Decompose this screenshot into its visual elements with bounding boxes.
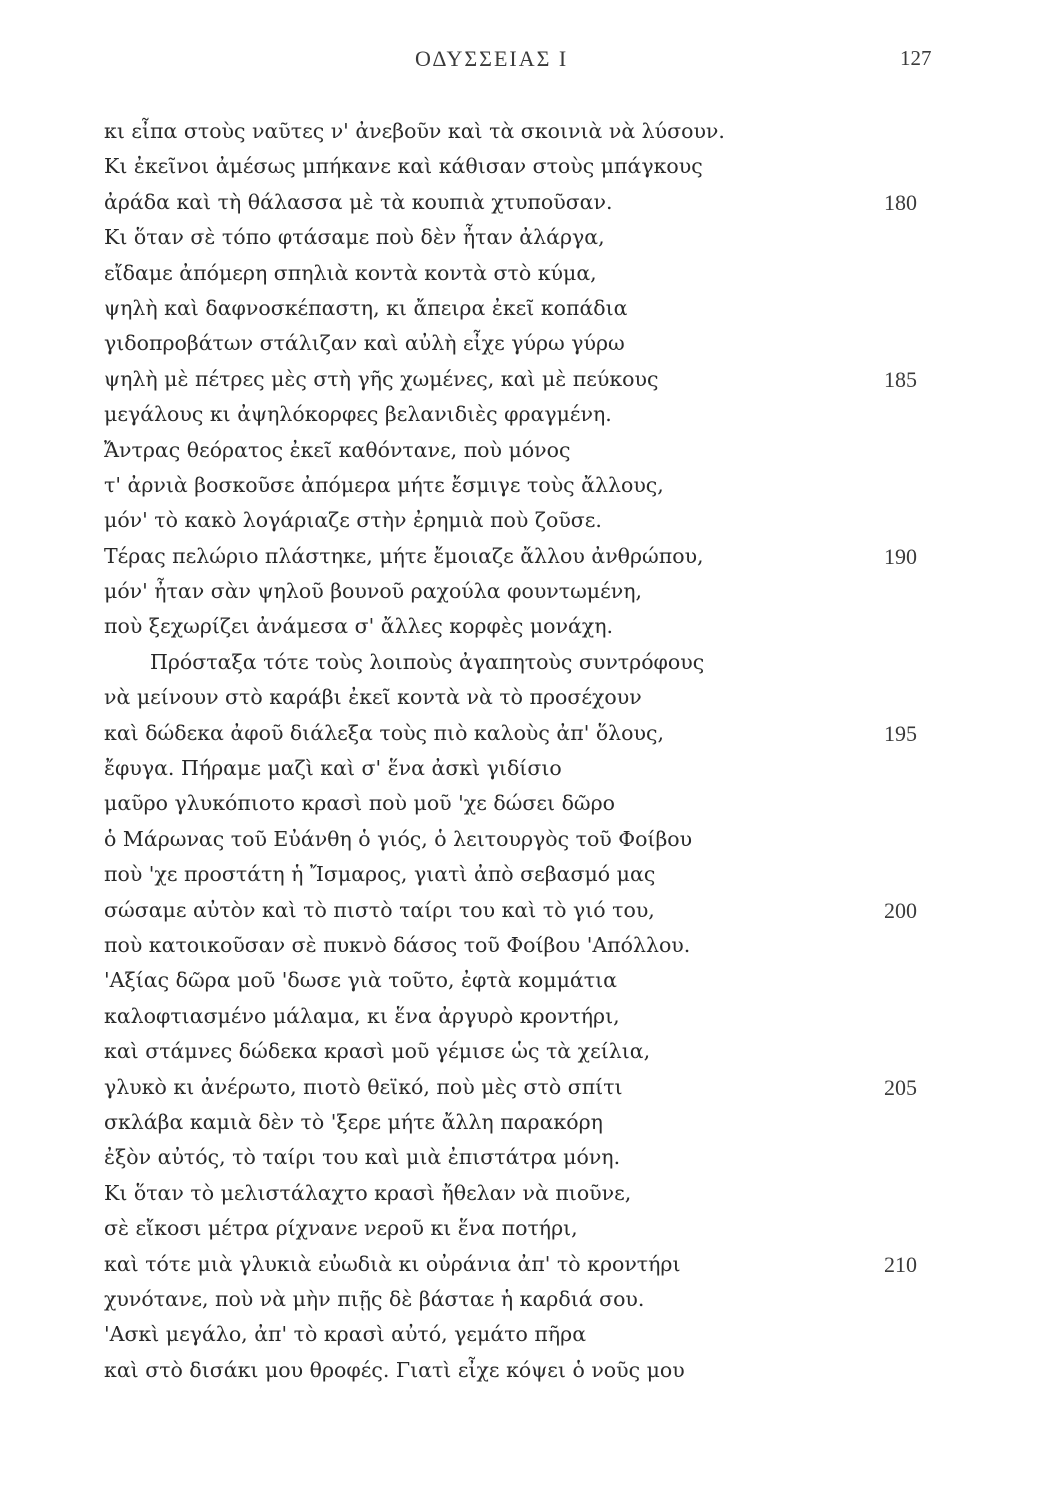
verse-text: καὶ τότε μιὰ γλυκιὰ εὐωδιὰ κι οὐράνια ἀπ' τὸ κροντήρι [104, 1251, 681, 1276]
line-number: 185 [884, 366, 917, 392]
verse-text: 'Ασκὶ μεγάλο, ἀπ' τὸ κρασὶ αὐτό, γεμάτο πῆρα [104, 1322, 587, 1347]
verse-line [0, 1176, 1058, 1211]
line-number: 205 [884, 1074, 917, 1100]
verse-line [0, 1211, 1058, 1246]
line-number: 200 [884, 897, 917, 923]
verse-line [0, 397, 1058, 432]
verse-text: καὶ στὸ δισάκι μου θροφές. Γιατὶ εἶχε κόψει ὁ νοῦς μου [104, 1357, 685, 1382]
verse-line [0, 1105, 1058, 1140]
verse-text: νὰ μείνουν στὸ καράβι ἐκεῖ κοντὰ νὰ τὸ προσέχουν [104, 685, 642, 710]
verse-line [0, 185, 1058, 220]
verse-text: Κι ὅταν τὸ μελιστάλαχτο κρασὶ ἤθελαν νὰ πιοῦνε, [104, 1180, 632, 1205]
verse-line [0, 114, 1058, 149]
verse-line [0, 857, 1058, 892]
line-number: 190 [884, 543, 917, 569]
verse-line [0, 1070, 1058, 1105]
page-number: 127 [900, 46, 932, 70]
line-number: 180 [884, 189, 917, 215]
verse-line [0, 609, 1058, 644]
verse-text: Κι ἐκεῖνοι ἀμέσως μπήκανε καὶ κάθισαν στοὺς μπάγκους [104, 154, 703, 179]
verse-block [0, 114, 1058, 1388]
verse-line [0, 362, 1058, 397]
verse-text: σκλάβα καμιὰ δὲν τὸ 'ξερε μήτε ἄλλη παρακόρη [104, 1109, 603, 1134]
verse-line [0, 1034, 1058, 1069]
verse-text: ψηλὴ μὲ πέτρες μὲς στὴ γῆς χωμένες, καὶ μὲ πεύκους [104, 366, 659, 391]
verse-text: ποὺ 'χε προστάτη ἡ Ἴσμαρος, γιατὶ ἀπὸ σεβασμό μας [104, 862, 656, 887]
verse-line [0, 751, 1058, 786]
verse-line [0, 716, 1058, 751]
verse-text: ψηλὴ καὶ δαφνοσκέπαστη, κι ἄπειρα ἐκεῖ κοπάδια [104, 295, 628, 320]
verse-text: ποὺ κατοικοῦσαν σὲ πυκνὸ δάσος τοῦ Φοίβου 'Απόλλου. [104, 932, 691, 957]
verse-text: καὶ στάμνες δώδεκα κρασὶ μοῦ γέμισε ὡς τὰ χείλια, [104, 1039, 651, 1064]
running-head [0, 46, 1058, 76]
verse-text: καλοφτιασμένο μάλαμα, κι ἕνα ἀργυρὸ κροντήρι, [104, 1003, 620, 1028]
verse-line [0, 1353, 1058, 1388]
verse-line [0, 786, 1058, 821]
verse-text: καὶ δώδεκα ἀφοῦ διάλεξα τοὺς πιὸ καλοὺς ἀπ' ὅλους, [104, 720, 664, 745]
verse-text: μαῦρο γλυκόπιοτο κρασὶ ποὺ μοῦ 'χε δώσει δῶρο [104, 791, 616, 816]
verse-text: Ἄντρας θεόρατος ἐκεῖ καθόντανε, ποὺ μόνος [104, 437, 571, 462]
verse-line [0, 645, 1058, 680]
verse-text: Κι ὅταν σὲ τόπο φτάσαμε ποὺ δὲν ἦταν ἀλάργα, [104, 225, 605, 250]
verse-line [0, 999, 1058, 1034]
line-number: 210 [884, 1251, 917, 1277]
verse-text: τ' ἀρνιὰ βοσκοῦσε ἀπόμερα μήτε ἔσμιγε τοὺς ἄλλους, [104, 472, 664, 497]
verse-text: εἴδαμε ἀπόμερη σπηλιὰ κοντὰ κοντὰ στὸ κύμα, [104, 260, 597, 285]
verse-line [0, 1282, 1058, 1317]
verse-line [0, 433, 1058, 468]
verse-line [0, 574, 1058, 609]
verse-text: σὲ εἴκοσι μέτρα ρίχνανε νεροῦ κι ἕνα ποτήρι, [104, 1216, 578, 1241]
verse-line [0, 149, 1058, 184]
verse-line [0, 326, 1058, 361]
verse-text: ἔφυγα. Πήραμε μαζὶ καὶ σ' ἕνα ἀσκὶ γιδίσιο [104, 756, 562, 781]
verse-text: γιδοπροβάτων στάλιζαν καὶ αὐλὴ εἶχε γύρω γύρω [104, 331, 625, 356]
verse-text: Τέρας πελώριο πλάστηκε, μήτε ἔμοιαζε ἄλλου ἀνθρώπου, [104, 543, 704, 568]
verse-text: χυνότανε, ποὺ νὰ μὴν πιῇς δὲ βάσταε ἡ καρδιά σου. [104, 1286, 645, 1311]
verse-text: μόν' τὸ κακὸ λογάριαζε στὴν ἐρημιὰ ποὺ ζοῦσε. [104, 508, 602, 533]
verse-line [0, 822, 1058, 857]
verse-text: ἀράδα καὶ τὴ θάλασσα μὲ τὰ κουπιὰ χτυποῦσαν. [104, 189, 613, 214]
running-title: ΟΔΥΣΣΕΙΑΣ Ι [415, 46, 569, 71]
verse-line [0, 256, 1058, 291]
verse-line [0, 893, 1058, 928]
verse-line [0, 1247, 1058, 1282]
verse-text: Πρόσταξα τότε τοὺς λοιποὺς ἀγαπητοὺς συντρόφους [150, 649, 705, 674]
verse-line [0, 539, 1058, 574]
verse-line [0, 468, 1058, 503]
verse-text: 'Αξίας δῶρα μοῦ 'δωσε γιὰ τοῦτο, ἐφτὰ κομμάτια [104, 968, 617, 993]
verse-line [0, 1140, 1058, 1175]
verse-line [0, 291, 1058, 326]
verse-text: ἐξὸν αὐτός, τὸ ταίρι του καὶ μιὰ ἐπιστάτρα μόνη. [104, 1145, 621, 1170]
verse-text: μεγάλους κι ἀψηλόκορφες βελανιδιὲς φραγμένη. [104, 402, 612, 427]
verse-text: μόν' ἦταν σὰν ψηλοῦ βουνοῦ ραχούλα φουντωμένη, [104, 579, 643, 604]
verse-text: κι εἶπα στοὺς ναῦτες ν' ἀνεβοῦν καὶ τὰ σκοινιὰ νὰ λύσουν. [104, 119, 725, 143]
verse-text: σώσαμε αὐτὸν καὶ τὸ πιστὸ ταίρι του καὶ τὸ γιό του, [104, 897, 655, 922]
line-number: 195 [884, 720, 917, 746]
verse-text: ὁ Μάρωνας τοῦ Εὐάνθη ὁ γιός, ὁ λειτουργὸς τοῦ Φοίβου [104, 826, 693, 851]
verse-line [0, 680, 1058, 715]
verse-line [0, 963, 1058, 998]
verse-line [0, 928, 1058, 963]
verse-text: γλυκὸ κι ἀνέρωτο, πιοτὸ θεϊκό, ποὺ μὲς στὸ σπίτι [104, 1074, 623, 1099]
verse-line [0, 1317, 1058, 1352]
verse-line [0, 503, 1058, 538]
verse-text: ποὺ ξεχωρίζει ἀνάμεσα σ' ἄλλες κορφὲς μονάχη. [104, 614, 614, 639]
verse-line [0, 220, 1058, 255]
